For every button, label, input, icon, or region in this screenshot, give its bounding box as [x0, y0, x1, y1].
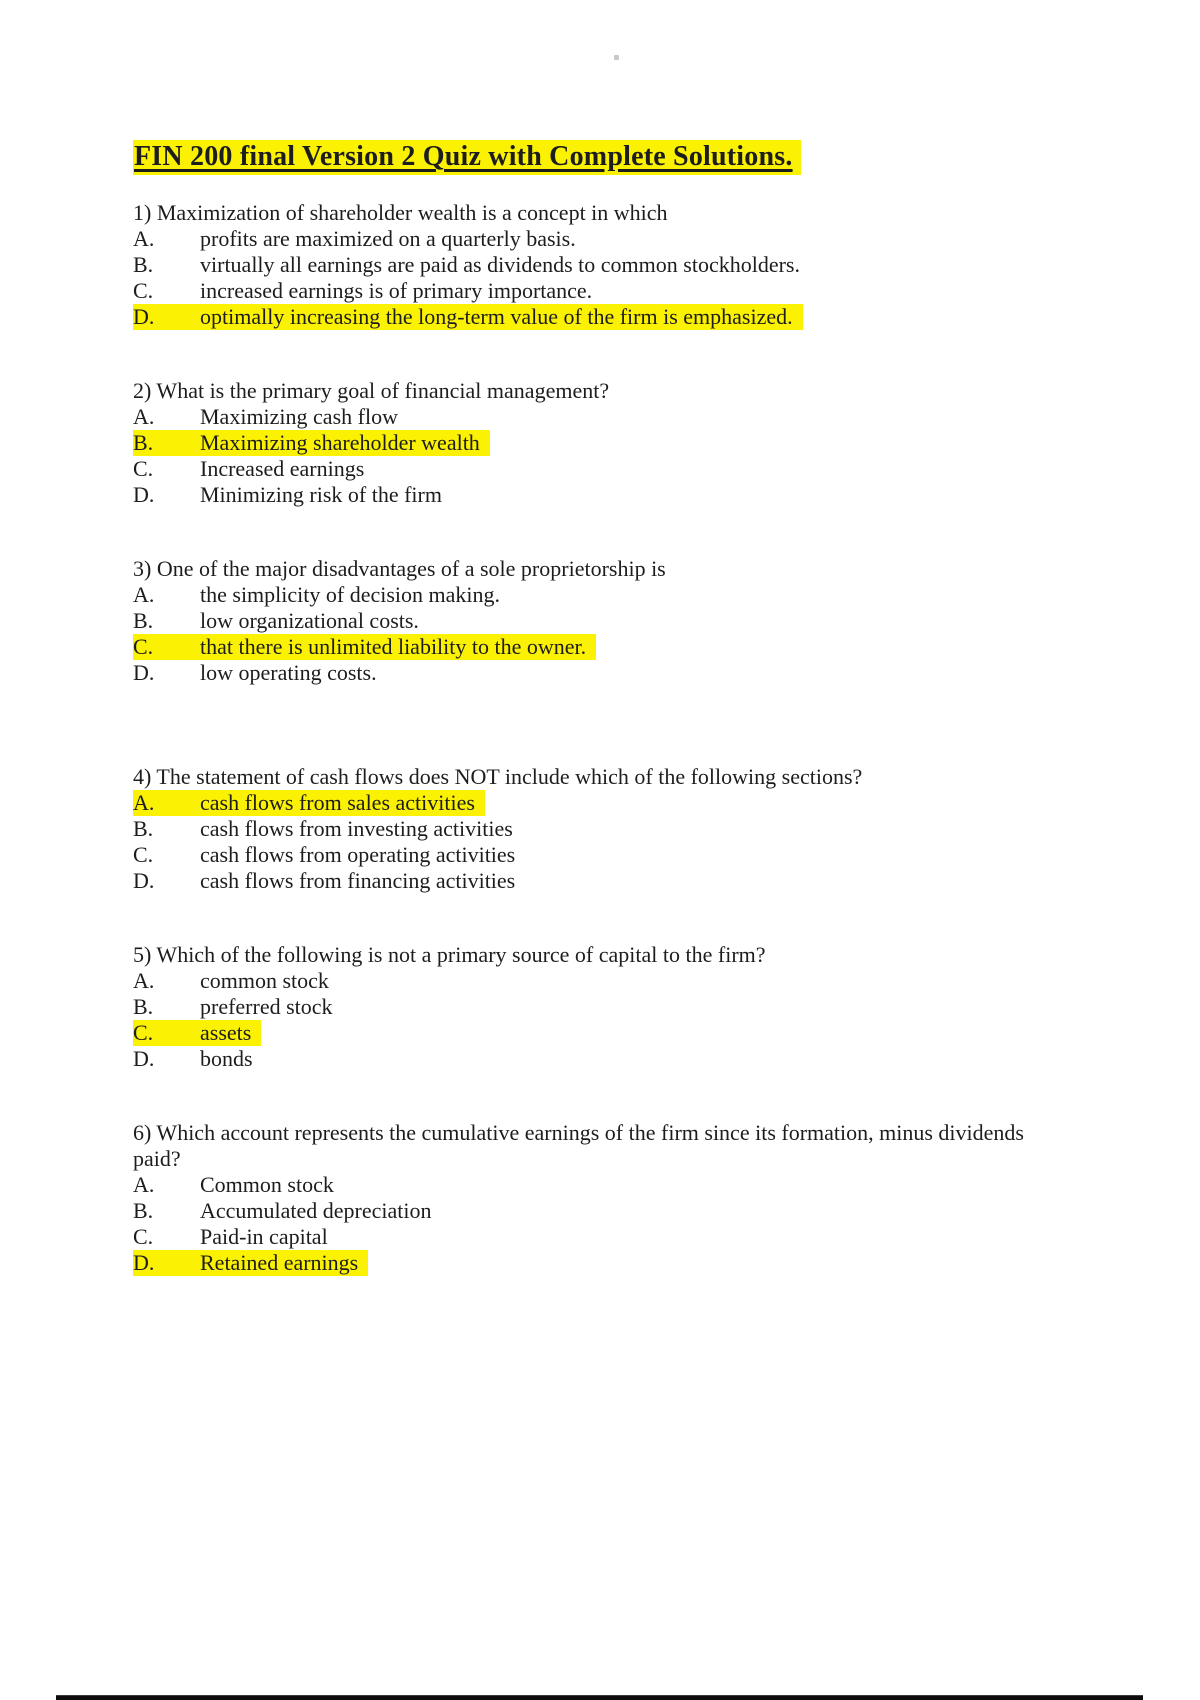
- answer-option-highlighted: [133, 304, 803, 330]
- option-row: [133, 968, 1055, 994]
- option-letter: B.: [133, 252, 154, 277]
- document-title-highlight: FIN 200 final Version 2 Quiz with Complete Solutions.: [133, 140, 801, 175]
- option-text: cash flows from sales activities: [200, 790, 475, 815]
- question-text: 2) What is the primary goal of financial management?: [133, 378, 610, 403]
- option-letter: C.: [133, 456, 154, 481]
- option-letter: A.: [133, 968, 155, 993]
- stray-mark-artifact: [614, 55, 619, 60]
- question-text: 4) The statement of cash flows does NOT include which of the following sections?: [133, 764, 863, 789]
- answer-option: [133, 816, 513, 842]
- option-letter: A.: [133, 226, 155, 251]
- option-text: that there is unlimited liability to the owner.: [200, 634, 587, 659]
- question-block: [133, 200, 1055, 330]
- answer-option-highlighted: [133, 1250, 368, 1276]
- option-row: [133, 1224, 1055, 1250]
- answer-option-highlighted: [133, 430, 490, 456]
- option-letter: C.: [133, 1224, 154, 1249]
- option-row: [133, 660, 1055, 686]
- answer-option: [133, 608, 419, 634]
- option-text: Increased earnings: [200, 456, 365, 481]
- option-text: preferred stock: [200, 994, 333, 1019]
- option-text: cash flows from operating activities: [200, 842, 516, 867]
- option-row: [133, 816, 1055, 842]
- option-text: Maximizing shareholder wealth: [200, 430, 480, 455]
- option-text: Minimizing risk of the firm: [200, 482, 442, 507]
- option-row: [133, 252, 1055, 278]
- option-text: Accumulated depreciation: [200, 1198, 432, 1223]
- option-row: [133, 994, 1055, 1020]
- option-text: increased earnings is of primary importance.: [200, 278, 593, 303]
- option-text: the simplicity of decision making.: [200, 582, 501, 607]
- question-block: [133, 942, 1055, 1072]
- option-letter: A.: [133, 404, 155, 429]
- option-row: [133, 842, 1055, 868]
- answer-option: [133, 404, 398, 430]
- page-bottom-border: [56, 1695, 1143, 1700]
- option-letter: B.: [133, 430, 154, 455]
- option-letter: C.: [133, 1020, 154, 1045]
- option-text: Common stock: [200, 1172, 334, 1197]
- question-block: [133, 556, 1055, 686]
- option-letter: C.: [133, 842, 154, 867]
- option-letter: D.: [133, 304, 155, 329]
- option-text: virtually all earnings are paid as dividends to common stockholders.: [200, 252, 800, 277]
- option-letter: C.: [133, 278, 154, 303]
- answer-option: [133, 1172, 334, 1198]
- question-block: [133, 764, 1055, 894]
- answer-option: [133, 1224, 328, 1250]
- option-text: Maximizing cash flow: [200, 404, 398, 429]
- option-row: [133, 1172, 1055, 1198]
- answer-option: [133, 968, 329, 994]
- option-letter: C.: [133, 634, 154, 659]
- option-letter: B.: [133, 608, 154, 633]
- option-letter: B.: [133, 994, 154, 1019]
- questions: [133, 200, 1055, 1276]
- option-text: cash flows from investing activities: [200, 816, 513, 841]
- option-row: [133, 582, 1055, 608]
- option-letter: D.: [133, 482, 155, 507]
- option-letter: D.: [133, 868, 155, 893]
- answer-option: [133, 226, 576, 252]
- document-content: [133, 140, 1055, 1276]
- answer-option-highlighted: [133, 790, 485, 816]
- option-text: cash flows from financing activities: [200, 868, 516, 893]
- option-row: [133, 482, 1055, 508]
- document-title: [133, 140, 1055, 174]
- answer-option: [133, 1198, 432, 1224]
- question-text: 3) One of the major disadvantages of a sole proprietorship is: [133, 556, 666, 581]
- option-letter: A.: [133, 582, 155, 607]
- option-letter: A.: [133, 1172, 155, 1197]
- answer-option-highlighted: [133, 1020, 261, 1046]
- option-letter: D.: [133, 1250, 155, 1275]
- option-row: [133, 226, 1055, 252]
- question-block: [133, 1120, 1055, 1276]
- option-letter: B.: [133, 816, 154, 841]
- option-text: Retained earnings: [200, 1250, 359, 1275]
- option-text: bonds: [200, 1046, 253, 1071]
- option-text: common stock: [200, 968, 329, 993]
- option-text: Paid-in capital: [200, 1224, 328, 1249]
- answer-option: [133, 582, 500, 608]
- option-row: [133, 790, 1055, 816]
- option-row: [133, 430, 1055, 456]
- answer-option-highlighted: [133, 634, 596, 660]
- answer-option: [133, 278, 592, 304]
- question-block: [133, 378, 1055, 508]
- option-row: [133, 1020, 1055, 1046]
- option-row: [133, 304, 1055, 330]
- question-text: 1) Maximization of shareholder wealth is a concept in which: [133, 200, 668, 225]
- option-text: optimally increasing the long-term value of the firm is emphasized.: [200, 304, 793, 329]
- answer-option: [133, 456, 364, 482]
- option-letter: B.: [133, 1198, 154, 1223]
- option-letter: D.: [133, 660, 155, 685]
- option-text: low organizational costs.: [200, 608, 419, 633]
- option-text: low operating costs.: [200, 660, 377, 685]
- option-row: [133, 1046, 1055, 1072]
- option-letter: A.: [133, 790, 155, 815]
- answer-option: [133, 660, 377, 686]
- answer-option: [133, 482, 442, 508]
- option-letter: D.: [133, 1046, 155, 1071]
- question-text: 5) Which of the following is not a primary source of capital to the firm?: [133, 942, 766, 967]
- option-row: [133, 1198, 1055, 1224]
- option-row: [133, 634, 1055, 660]
- option-text: assets: [200, 1020, 252, 1045]
- answer-option: [133, 1046, 253, 1072]
- option-row: [133, 278, 1055, 304]
- option-row: [133, 608, 1055, 634]
- answer-option: [133, 252, 800, 278]
- option-row: [133, 868, 1055, 894]
- answer-option: [133, 868, 515, 894]
- option-text: profits are maximized on a quarterly basis.: [200, 226, 576, 251]
- option-row: [133, 1250, 1055, 1276]
- option-row: [133, 404, 1055, 430]
- answer-option: [133, 842, 515, 868]
- option-row: [133, 456, 1055, 482]
- question-text: 6) Which account represents the cumulative earnings of the firm since its formation, minus dividends paid?: [133, 1120, 1024, 1171]
- answer-option: [133, 994, 333, 1020]
